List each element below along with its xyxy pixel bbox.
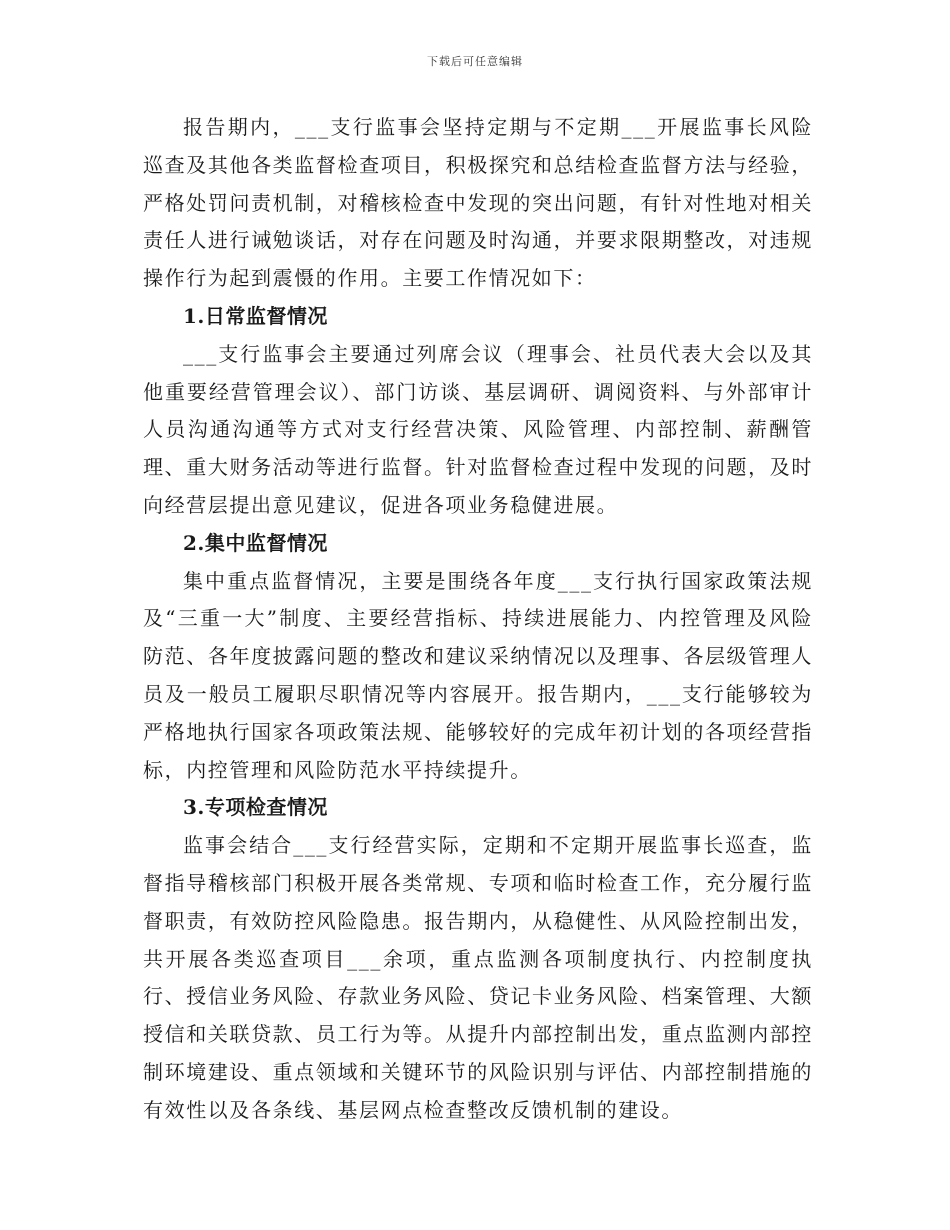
section-heading-daily-supervision: 1.日常监督情况	[183, 303, 328, 328]
section-paragraph-centralized-supervision: 集中重点监督情况，主要是围绕各年度___支行执行国家政策法规及“三重一大”制度、主要经营指标、持续进展能力、内控管理及风险防范、各年度披露问题的整改和建议采纳情况以及理事、各层级管理人员及一般员工履职尽职情况等内容展开。报告期内，___支行能够较为严格地执行国家各项政策法规、能够较好的完成年初计划的各项经营指标，内控管理和风险防范水平持续提升。	[143, 568, 813, 782]
section-heading-special-inspection: 3.专项检查情况	[183, 795, 328, 820]
section-heading-centralized-supervision: 2.集中监督情况	[183, 530, 328, 555]
section-paragraph-daily-supervision: ___支行监事会主要通过列席会议（理事会、社员代表大会以及其他重要经营管理会议）、部门访谈、基层调研、调阅资料、与外部审计人员沟通沟通等方式对支行经营决策、风险管理、内部控制、薪酬管理、重大财务活动等进行监督。针对监督检查过程中发现的问题，及时向经营层提出意见建议，促进各项业务稳健进展。	[143, 341, 813, 517]
document-body	[143, 109, 813, 1130]
section-paragraph-special-inspection: 监事会结合___支行经营实际，定期和不定期开展监事长巡查，监督指导稽核部门积极开展各类常规、专项和临时检查工作，充分履行监督职责，有效防控风险隐患。报告期内，从稳健性、从风险控制出发，共开展各类巡查项目___余项，重点监测各项制度执行、内控制度执行、授信业务风险、存款业务风险、贷记卡业务风险、档案管理、大额授信和关联贷款、员工行为等。从提升内部控制出发，重点监测内部控制环境建设、重点领域和关键环节的风险识别与评估、内部控制措施的有效性以及各条线、基层网点检查整改反馈机制的建设。	[143, 833, 813, 1122]
intro-paragraph: 报告期内，___支行监事会坚持定期与不定期___开展监事长风险巡查及其他各类监督检查项目，积极探究和总结检查监督方法与经验，严格处罚问责机制，对稽核检查中发现的突出问题，有针对性地对相关责任人进行诫勉谈话，对存在问题及时沟通，并要求限期整改，对违规操作行为起到震慑的作用。主要工作情况如下：	[143, 115, 813, 291]
page-header: 下载后可任意编辑	[427, 55, 523, 68]
